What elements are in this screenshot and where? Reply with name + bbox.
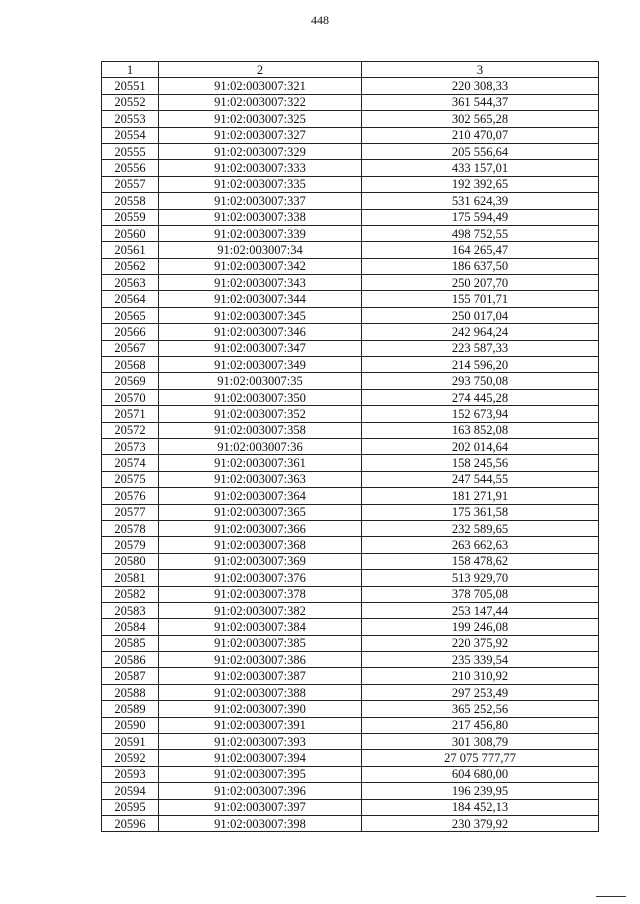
value-cell: 196 239,95: [362, 783, 599, 799]
table-row: [102, 324, 599, 340]
row-number-cell: 20577: [102, 504, 159, 520]
value-cell: 250 017,04: [362, 307, 599, 323]
cadastral-number-cell: 91:02:003007:393: [159, 734, 362, 750]
row-number-cell: 20570: [102, 389, 159, 405]
table-row: [102, 242, 599, 258]
table-row: [102, 488, 599, 504]
column-header-2: 2: [159, 62, 362, 78]
value-cell: 217 456,80: [362, 717, 599, 733]
value-cell: 242 964,24: [362, 324, 599, 340]
cadastral-number-cell: 91:02:003007:391: [159, 717, 362, 733]
row-number-cell: 20559: [102, 209, 159, 225]
cadastral-number-cell: 91:02:003007:337: [159, 193, 362, 209]
row-number-cell: 20563: [102, 275, 159, 291]
value-cell: 152 673,94: [362, 406, 599, 422]
cadastral-number-cell: 91:02:003007:385: [159, 635, 362, 651]
cadastral-number-cell: 91:02:003007:342: [159, 258, 362, 274]
value-cell: 158 245,56: [362, 455, 599, 471]
value-cell: 274 445,28: [362, 389, 599, 405]
row-number-cell: 20553: [102, 111, 159, 127]
table-row: [102, 406, 599, 422]
table-row: [102, 340, 599, 356]
table-row: [102, 734, 599, 750]
value-cell: 293 750,08: [362, 373, 599, 389]
cadastral-number-cell: 91:02:003007:346: [159, 324, 362, 340]
table-header-row: [102, 62, 599, 78]
value-cell: 155 701,71: [362, 291, 599, 307]
value-cell: 232 589,65: [362, 520, 599, 536]
cadastral-number-cell: 91:02:003007:395: [159, 766, 362, 782]
value-cell: 220 375,92: [362, 635, 599, 651]
value-cell: 230 379,92: [362, 815, 599, 831]
column-header-3: 3: [362, 62, 599, 78]
value-cell: 175 361,58: [362, 504, 599, 520]
row-number-cell: 20588: [102, 684, 159, 700]
table-row: [102, 635, 599, 651]
value-cell: 365 252,56: [362, 701, 599, 717]
row-number-cell: 20592: [102, 750, 159, 766]
table-row: [102, 602, 599, 618]
table-body: [102, 78, 599, 832]
row-number-cell: 20552: [102, 94, 159, 110]
cadastral-number-cell: 91:02:003007:35: [159, 373, 362, 389]
cadastral-number-cell: 91:02:003007:378: [159, 586, 362, 602]
value-cell: 205 556,64: [362, 143, 599, 159]
table-row: [102, 668, 599, 684]
row-number-cell: 20583: [102, 602, 159, 618]
cadastral-number-cell: 91:02:003007:390: [159, 701, 362, 717]
row-number-cell: 20564: [102, 291, 159, 307]
cadastral-number-cell: 91:02:003007:335: [159, 176, 362, 192]
row-number-cell: 20594: [102, 783, 159, 799]
cadastral-number-cell: 91:02:003007:343: [159, 275, 362, 291]
cadastral-number-cell: 91:02:003007:321: [159, 78, 362, 94]
table-row: [102, 357, 599, 373]
cadastral-number-cell: 91:02:003007:376: [159, 570, 362, 586]
row-number-cell: 20575: [102, 471, 159, 487]
table-row: [102, 373, 599, 389]
table-row: [102, 438, 599, 454]
cadastral-number-cell: 91:02:003007:366: [159, 520, 362, 536]
row-number-cell: 20556: [102, 160, 159, 176]
value-cell: 250 207,70: [362, 275, 599, 291]
row-number-cell: 20569: [102, 373, 159, 389]
cadastral-number-cell: 91:02:003007:322: [159, 94, 362, 110]
row-number-cell: 20589: [102, 701, 159, 717]
page-number: 448: [311, 13, 329, 27]
cadastral-number-cell: 91:02:003007:350: [159, 389, 362, 405]
value-cell: 301 308,79: [362, 734, 599, 750]
cadastral-number-cell: 91:02:003007:338: [159, 209, 362, 225]
value-cell: 297 253,49: [362, 684, 599, 700]
table-row: [102, 520, 599, 536]
row-number-cell: 20585: [102, 635, 159, 651]
cadastral-number-cell: 91:02:003007:369: [159, 553, 362, 569]
cadastral-number-cell: 91:02:003007:347: [159, 340, 362, 356]
table-row: [102, 570, 599, 586]
table-row: [102, 619, 599, 635]
table-row: [102, 422, 599, 438]
value-cell: 186 637,50: [362, 258, 599, 274]
table-row: [102, 504, 599, 520]
table-row: [102, 717, 599, 733]
row-number-cell: 20560: [102, 225, 159, 241]
table-row: [102, 275, 599, 291]
value-cell: 263 662,63: [362, 537, 599, 553]
row-number-cell: 20582: [102, 586, 159, 602]
cadastral-number-cell: 91:02:003007:352: [159, 406, 362, 422]
row-number-cell: 20565: [102, 307, 159, 323]
table-row: [102, 193, 599, 209]
table-row: [102, 143, 599, 159]
table-row: [102, 701, 599, 717]
table-row: [102, 799, 599, 815]
value-cell: 302 565,28: [362, 111, 599, 127]
value-cell: 175 594,49: [362, 209, 599, 225]
value-cell: 247 544,55: [362, 471, 599, 487]
row-number-cell: 20576: [102, 488, 159, 504]
table-row: [102, 553, 599, 569]
cadastral-number-cell: 91:02:003007:34: [159, 242, 362, 258]
row-number-cell: 20593: [102, 766, 159, 782]
row-number-cell: 20558: [102, 193, 159, 209]
value-cell: 531 624,39: [362, 193, 599, 209]
value-cell: 220 308,33: [362, 78, 599, 94]
row-number-cell: 20572: [102, 422, 159, 438]
value-cell: 361 544,37: [362, 94, 599, 110]
value-cell: 27 075 777,77: [362, 750, 599, 766]
value-cell: 163 852,08: [362, 422, 599, 438]
row-number-cell: 20573: [102, 438, 159, 454]
value-cell: 202 014,64: [362, 438, 599, 454]
row-number-cell: 20567: [102, 340, 159, 356]
row-number-cell: 20568: [102, 357, 159, 373]
cadastral-number-cell: 91:02:003007:368: [159, 537, 362, 553]
row-number-cell: 20596: [102, 815, 159, 831]
table-row: [102, 176, 599, 192]
value-cell: 223 587,33: [362, 340, 599, 356]
table-row: [102, 258, 599, 274]
cadastral-number-cell: 91:02:003007:365: [159, 504, 362, 520]
table-row: [102, 291, 599, 307]
row-number-cell: 20574: [102, 455, 159, 471]
cadastral-number-cell: 91:02:003007:344: [159, 291, 362, 307]
value-cell: 199 246,08: [362, 619, 599, 635]
cadastral-number-cell: 91:02:003007:364: [159, 488, 362, 504]
row-number-cell: 20551: [102, 78, 159, 94]
cadastral-number-cell: 91:02:003007:384: [159, 619, 362, 635]
row-number-cell: 20579: [102, 537, 159, 553]
row-number-cell: 20561: [102, 242, 159, 258]
table-row: [102, 471, 599, 487]
value-cell: 192 392,65: [362, 176, 599, 192]
value-cell: 604 680,00: [362, 766, 599, 782]
table-row: [102, 127, 599, 143]
row-number-cell: 20554: [102, 127, 159, 143]
data-table: [101, 61, 599, 832]
row-number-cell: 20590: [102, 717, 159, 733]
table-row: [102, 160, 599, 176]
value-cell: 184 452,13: [362, 799, 599, 815]
cadastral-number-cell: 91:02:003007:363: [159, 471, 362, 487]
row-number-cell: 20578: [102, 520, 159, 536]
cadastral-number-cell: 91:02:003007:394: [159, 750, 362, 766]
table-row: [102, 225, 599, 241]
footer-rule: [596, 896, 626, 897]
cadastral-number-cell: 91:02:003007:333: [159, 160, 362, 176]
table-row: [102, 537, 599, 553]
table-row: [102, 78, 599, 94]
table-row: [102, 750, 599, 766]
row-number-cell: 20586: [102, 652, 159, 668]
table-row: [102, 783, 599, 799]
cadastral-number-cell: 91:02:003007:329: [159, 143, 362, 159]
value-cell: 378 705,08: [362, 586, 599, 602]
cadastral-number-cell: 91:02:003007:361: [159, 455, 362, 471]
value-cell: 513 929,70: [362, 570, 599, 586]
row-number-cell: 20571: [102, 406, 159, 422]
column-header-1: 1: [102, 62, 159, 78]
row-number-cell: 20580: [102, 553, 159, 569]
cadastral-number-cell: 91:02:003007:325: [159, 111, 362, 127]
table-row: [102, 389, 599, 405]
cadastral-number-cell: 91:02:003007:397: [159, 799, 362, 815]
value-cell: 253 147,44: [362, 602, 599, 618]
table-row: [102, 455, 599, 471]
cadastral-number-cell: 91:02:003007:382: [159, 602, 362, 618]
value-cell: 498 752,55: [362, 225, 599, 241]
cadastral-number-cell: 91:02:003007:396: [159, 783, 362, 799]
value-cell: 235 339,54: [362, 652, 599, 668]
row-number-cell: 20581: [102, 570, 159, 586]
table-row: [102, 94, 599, 110]
row-number-cell: 20562: [102, 258, 159, 274]
cadastral-number-cell: 91:02:003007:398: [159, 815, 362, 831]
cadastral-number-cell: 91:02:003007:386: [159, 652, 362, 668]
row-number-cell: 20587: [102, 668, 159, 684]
row-number-cell: 20555: [102, 143, 159, 159]
cadastral-number-cell: 91:02:003007:388: [159, 684, 362, 700]
cadastral-number-cell: 91:02:003007:345: [159, 307, 362, 323]
table-row: [102, 209, 599, 225]
value-cell: 158 478,62: [362, 553, 599, 569]
cadastral-number-cell: 91:02:003007:327: [159, 127, 362, 143]
cadastral-number-cell: 91:02:003007:339: [159, 225, 362, 241]
value-cell: 181 271,91: [362, 488, 599, 504]
cadastral-number-cell: 91:02:003007:36: [159, 438, 362, 454]
value-cell: 210 310,92: [362, 668, 599, 684]
value-cell: 433 157,01: [362, 160, 599, 176]
row-number-cell: 20591: [102, 734, 159, 750]
row-number-cell: 20557: [102, 176, 159, 192]
table-row: [102, 586, 599, 602]
value-cell: 214 596,20: [362, 357, 599, 373]
cadastral-number-cell: 91:02:003007:349: [159, 357, 362, 373]
table-row: [102, 111, 599, 127]
table-row: [102, 652, 599, 668]
value-cell: 164 265,47: [362, 242, 599, 258]
table-row: [102, 684, 599, 700]
table-row: [102, 815, 599, 831]
row-number-cell: 20595: [102, 799, 159, 815]
cadastral-number-cell: 91:02:003007:387: [159, 668, 362, 684]
table-row: [102, 766, 599, 782]
row-number-cell: 20584: [102, 619, 159, 635]
value-cell: 210 470,07: [362, 127, 599, 143]
row-number-cell: 20566: [102, 324, 159, 340]
cadastral-number-cell: 91:02:003007:358: [159, 422, 362, 438]
table-row: [102, 307, 599, 323]
